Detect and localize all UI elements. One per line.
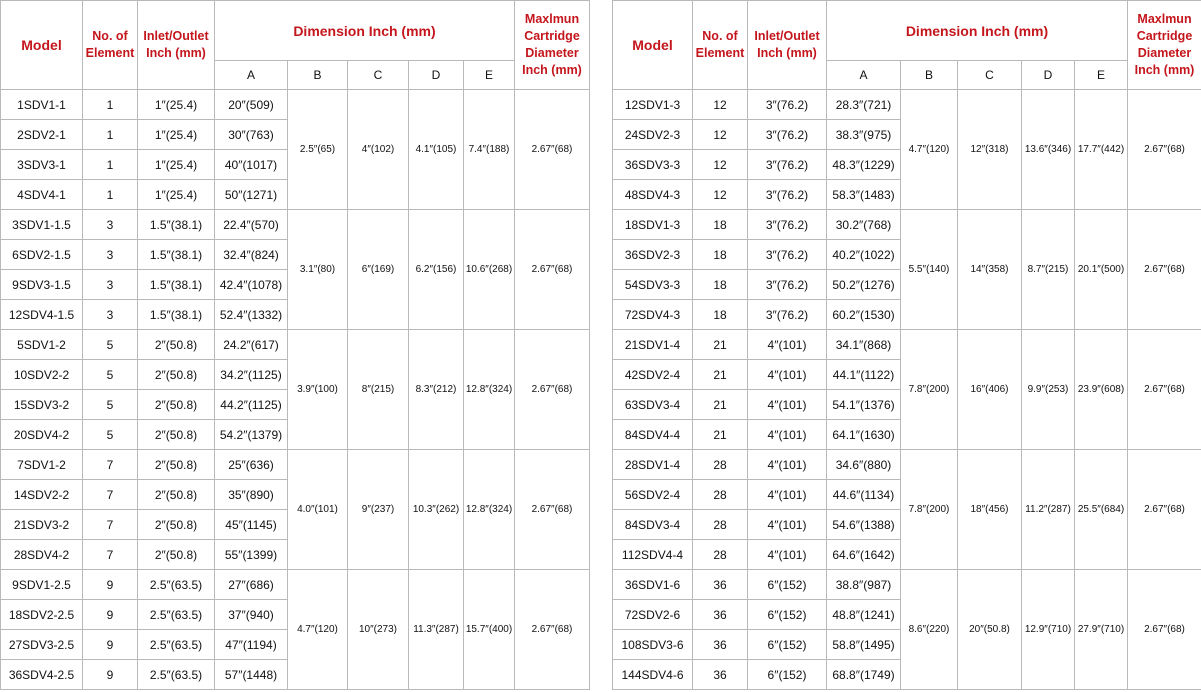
dimension-a-cell: 50.2″(1276) [827, 270, 901, 300]
model-cell: 42SDV2-4 [613, 360, 693, 390]
cartridge-diameter-cell: 2.67″(68) [1128, 570, 1201, 690]
element-count-cell: 5 [83, 420, 138, 450]
dimension-b-cell: 7.8″(200) [901, 330, 958, 450]
dimension-e-cell: 10.6″(268) [464, 210, 515, 330]
inlet-outlet-cell: 6″(152) [748, 570, 827, 600]
element-count-cell: 5 [83, 390, 138, 420]
model-cell: 27SDV3-2.5 [1, 630, 83, 660]
dimension-a-cell: 68.8″(1749) [827, 660, 901, 690]
dimension-a-cell: 50″(1271) [215, 180, 288, 210]
element-count-cell: 18 [693, 270, 748, 300]
table-row [613, 570, 1201, 600]
header-d: D [1022, 61, 1075, 90]
dimension-b-cell: 5.5″(140) [901, 210, 958, 330]
dimension-a-cell: 47″(1194) [215, 630, 288, 660]
element-count-cell: 36 [693, 600, 748, 630]
dimension-a-cell: 48.3″(1229) [827, 150, 901, 180]
dimension-a-cell: 30.2″(768) [827, 210, 901, 240]
header-c: C [958, 61, 1022, 90]
inlet-outlet-cell: 6″(152) [748, 630, 827, 660]
dimension-a-cell: 42.4″(1078) [215, 270, 288, 300]
inlet-outlet-cell: 2.5″(63.5) [138, 660, 215, 690]
element-count-cell: 7 [83, 540, 138, 570]
inlet-outlet-cell: 4″(101) [748, 330, 827, 360]
dimension-d-cell: 8.3″(212) [409, 330, 464, 450]
dimension-a-cell: 44.1″(1122) [827, 360, 901, 390]
dimension-b-cell: 8.6″(220) [901, 570, 958, 690]
inlet-outlet-cell: 4″(101) [748, 540, 827, 570]
dimension-e-cell: 12.8″(324) [464, 450, 515, 570]
model-cell: 28SDV1-4 [613, 450, 693, 480]
dimension-a-cell: 60.2″(1530) [827, 300, 901, 330]
element-count-cell: 9 [83, 660, 138, 690]
model-cell: 28SDV4-2 [1, 540, 83, 570]
model-cell: 3SDV3-1 [1, 150, 83, 180]
model-cell: 63SDV3-4 [613, 390, 693, 420]
dimension-d-cell: 9.9″(253) [1022, 330, 1075, 450]
element-count-cell: 21 [693, 420, 748, 450]
dimension-e-cell: 17.7″(442) [1075, 90, 1128, 210]
model-cell: 21SDV3-2 [1, 510, 83, 540]
right-spec-table [612, 0, 1201, 690]
dimension-b-cell: 4.0″(101) [288, 450, 348, 570]
element-count-cell: 21 [693, 330, 748, 360]
dimension-a-cell: 32.4″(824) [215, 240, 288, 270]
right-table-body [613, 90, 1201, 690]
dimension-a-cell: 57″(1448) [215, 660, 288, 690]
model-cell: 36SDV3-3 [613, 150, 693, 180]
model-cell: 108SDV3-6 [613, 630, 693, 660]
cartridge-diameter-cell: 2.67″(68) [1128, 330, 1201, 450]
dimension-c-cell: 8″(215) [348, 330, 409, 450]
dimension-d-cell: 13.6″(346) [1022, 90, 1075, 210]
element-count-cell: 36 [693, 660, 748, 690]
dimension-a-cell: 40″(1017) [215, 150, 288, 180]
model-cell: 112SDV4-4 [613, 540, 693, 570]
model-cell: 72SDV2-6 [613, 600, 693, 630]
dimension-a-cell: 34.6″(880) [827, 450, 901, 480]
dimension-a-cell: 35″(890) [215, 480, 288, 510]
inlet-outlet-cell: 4″(101) [748, 360, 827, 390]
header-model: Model [1, 1, 83, 90]
dimension-c-cell: 16″(406) [958, 330, 1022, 450]
table-row [1, 210, 590, 240]
model-cell: 9SDV1-2.5 [1, 570, 83, 600]
inlet-outlet-cell: 3″(76.2) [748, 90, 827, 120]
dimension-c-cell: 18″(456) [958, 450, 1022, 570]
header-cartridge: Maxlmun Cartridge Diameter Inch (mm) [1128, 1, 1201, 90]
table-row [1, 450, 590, 480]
dimension-a-cell: 45″(1145) [215, 510, 288, 540]
cartridge-diameter-cell: 2.67″(68) [515, 450, 590, 570]
inlet-outlet-cell: 1.5″(38.1) [138, 300, 215, 330]
inlet-outlet-cell: 4″(101) [748, 420, 827, 450]
header-d: D [409, 61, 464, 90]
inlet-outlet-cell: 1.5″(38.1) [138, 210, 215, 240]
inlet-outlet-cell: 2″(50.8) [138, 450, 215, 480]
table-row [1, 90, 590, 120]
inlet-outlet-cell: 4″(101) [748, 480, 827, 510]
model-cell: 12SDV1-3 [613, 90, 693, 120]
header-a: A [215, 61, 288, 90]
dimension-b-cell: 2.5″(65) [288, 90, 348, 210]
dimension-a-cell: 54.2″(1379) [215, 420, 288, 450]
inlet-outlet-cell: 1″(25.4) [138, 180, 215, 210]
model-cell: 20SDV4-2 [1, 420, 83, 450]
model-cell: 21SDV1-4 [613, 330, 693, 360]
header-a: A [827, 61, 901, 90]
dimension-a-cell: 44.6″(1134) [827, 480, 901, 510]
model-cell: 36SDV4-2.5 [1, 660, 83, 690]
dimension-a-cell: 40.2″(1022) [827, 240, 901, 270]
model-cell: 5SDV1-2 [1, 330, 83, 360]
cartridge-diameter-cell: 2.67″(68) [515, 570, 590, 690]
dimension-b-cell: 4.7″(120) [288, 570, 348, 690]
dimension-e-cell: 27.9″(710) [1075, 570, 1128, 690]
left-spec-table [0, 0, 590, 690]
model-cell: 18SDV2-2.5 [1, 600, 83, 630]
inlet-outlet-cell: 4″(101) [748, 510, 827, 540]
inlet-outlet-cell: 6″(152) [748, 600, 827, 630]
element-count-cell: 28 [693, 450, 748, 480]
element-count-cell: 12 [693, 180, 748, 210]
dimension-e-cell: 15.7″(400) [464, 570, 515, 690]
inlet-outlet-cell: 2.5″(63.5) [138, 570, 215, 600]
element-count-cell: 7 [83, 510, 138, 540]
model-cell: 72SDV4-3 [613, 300, 693, 330]
dimension-c-cell: 10″(273) [348, 570, 409, 690]
dimension-c-cell: 12″(318) [958, 90, 1022, 210]
dimension-a-cell: 28.3″(721) [827, 90, 901, 120]
element-count-cell: 5 [83, 360, 138, 390]
dimension-e-cell: 20.1″(500) [1075, 210, 1128, 330]
dimension-a-cell: 44.2″(1125) [215, 390, 288, 420]
model-cell: 4SDV4-1 [1, 180, 83, 210]
dimension-c-cell: 14″(358) [958, 210, 1022, 330]
element-count-cell: 1 [83, 120, 138, 150]
header-dimension: Dimension Inch (mm) [827, 1, 1128, 61]
inlet-outlet-cell: 1″(25.4) [138, 90, 215, 120]
dimension-d-cell: 12.9″(710) [1022, 570, 1075, 690]
dimension-a-cell: 24.2″(617) [215, 330, 288, 360]
dimension-a-cell: 37″(940) [215, 600, 288, 630]
inlet-outlet-cell: 3″(76.2) [748, 150, 827, 180]
element-count-cell: 1 [83, 90, 138, 120]
element-count-cell: 3 [83, 300, 138, 330]
cartridge-diameter-cell: 2.67″(68) [1128, 90, 1201, 210]
model-cell: 9SDV3-1.5 [1, 270, 83, 300]
element-count-cell: 7 [83, 450, 138, 480]
cartridge-diameter-cell: 2.67″(68) [515, 90, 590, 210]
dimension-d-cell: 11.3″(287) [409, 570, 464, 690]
header-c: C [348, 61, 409, 90]
model-cell: 1SDV1-1 [1, 90, 83, 120]
cartridge-diameter-cell: 2.67″(68) [1128, 450, 1201, 570]
dimension-b-cell: 3.1″(80) [288, 210, 348, 330]
inlet-outlet-cell: 3″(76.2) [748, 300, 827, 330]
element-count-cell: 3 [83, 270, 138, 300]
inlet-outlet-cell: 6″(152) [748, 660, 827, 690]
element-count-cell: 21 [693, 390, 748, 420]
element-count-cell: 7 [83, 480, 138, 510]
element-count-cell: 3 [83, 240, 138, 270]
dimension-a-cell: 22.4″(570) [215, 210, 288, 240]
element-count-cell: 1 [83, 150, 138, 180]
dimension-a-cell: 25″(636) [215, 450, 288, 480]
element-count-cell: 18 [693, 300, 748, 330]
header-inlet: Inlet/Outlet Inch (mm) [748, 1, 827, 90]
dimension-a-cell: 34.2″(1125) [215, 360, 288, 390]
dimension-b-cell: 3.9″(100) [288, 330, 348, 450]
table-row [1, 570, 590, 600]
model-cell: 10SDV2-2 [1, 360, 83, 390]
model-cell: 56SDV2-4 [613, 480, 693, 510]
dimension-a-cell: 48.8″(1241) [827, 600, 901, 630]
element-count-cell: 1 [83, 180, 138, 210]
model-cell: 7SDV1-2 [1, 450, 83, 480]
dimension-b-cell: 4.7″(120) [901, 90, 958, 210]
header-e: E [464, 61, 515, 90]
model-cell: 6SDV2-1.5 [1, 240, 83, 270]
model-cell: 36SDV2-3 [613, 240, 693, 270]
dimension-b-cell: 7.8″(200) [901, 450, 958, 570]
inlet-outlet-cell: 3″(76.2) [748, 120, 827, 150]
inlet-outlet-cell: 1″(25.4) [138, 150, 215, 180]
element-count-cell: 28 [693, 480, 748, 510]
element-count-cell: 18 [693, 240, 748, 270]
dimension-d-cell: 10.3″(262) [409, 450, 464, 570]
element-count-cell: 36 [693, 570, 748, 600]
dimension-e-cell: 25.5″(684) [1075, 450, 1128, 570]
model-cell: 84SDV4-4 [613, 420, 693, 450]
header-inlet: Inlet/Outlet Inch (mm) [138, 1, 215, 90]
element-count-cell: 28 [693, 540, 748, 570]
element-count-cell: 12 [693, 90, 748, 120]
inlet-outlet-cell: 2″(50.8) [138, 390, 215, 420]
element-count-cell: 5 [83, 330, 138, 360]
dimension-a-cell: 34.1″(868) [827, 330, 901, 360]
inlet-outlet-cell: 3″(76.2) [748, 180, 827, 210]
element-count-cell: 18 [693, 210, 748, 240]
left-table-body [1, 90, 590, 690]
dimension-d-cell: 4.1″(105) [409, 90, 464, 210]
dimension-a-cell: 30″(763) [215, 120, 288, 150]
inlet-outlet-cell: 4″(101) [748, 450, 827, 480]
dimension-a-cell: 58.3″(1483) [827, 180, 901, 210]
element-count-cell: 12 [693, 120, 748, 150]
dimension-e-cell: 23.9″(608) [1075, 330, 1128, 450]
element-count-cell: 21 [693, 360, 748, 390]
table-row [613, 90, 1201, 120]
inlet-outlet-cell: 3″(76.2) [748, 210, 827, 240]
inlet-outlet-cell: 3″(76.2) [748, 270, 827, 300]
inlet-outlet-cell: 2″(50.8) [138, 540, 215, 570]
model-cell: 54SDV3-3 [613, 270, 693, 300]
model-cell: 12SDV4-1.5 [1, 300, 83, 330]
element-count-cell: 3 [83, 210, 138, 240]
table-row [613, 450, 1201, 480]
header-model: Model [613, 1, 693, 90]
dimension-a-cell: 54.6″(1388) [827, 510, 901, 540]
dimension-c-cell: 20″(50.8) [958, 570, 1022, 690]
dimension-a-cell: 52.4″(1332) [215, 300, 288, 330]
model-cell: 144SDV4-6 [613, 660, 693, 690]
table-row [613, 210, 1201, 240]
inlet-outlet-cell: 1″(25.4) [138, 120, 215, 150]
inlet-outlet-cell: 2″(50.8) [138, 480, 215, 510]
element-count-cell: 9 [83, 570, 138, 600]
inlet-outlet-cell: 2.5″(63.5) [138, 630, 215, 660]
header-e: E [1075, 61, 1128, 90]
table-row [613, 330, 1201, 360]
model-cell: 18SDV1-3 [613, 210, 693, 240]
cartridge-diameter-cell: 2.67″(68) [1128, 210, 1201, 330]
inlet-outlet-cell: 2″(50.8) [138, 420, 215, 450]
element-count-cell: 28 [693, 510, 748, 540]
element-count-cell: 9 [83, 600, 138, 630]
element-count-cell: 9 [83, 630, 138, 660]
dimension-a-cell: 55″(1399) [215, 540, 288, 570]
dimension-e-cell: 7.4″(188) [464, 90, 515, 210]
dimension-a-cell: 20″(509) [215, 90, 288, 120]
dimension-d-cell: 11.2″(287) [1022, 450, 1075, 570]
dimension-c-cell: 6″(169) [348, 210, 409, 330]
inlet-outlet-cell: 1.5″(38.1) [138, 270, 215, 300]
model-cell: 3SDV1-1.5 [1, 210, 83, 240]
inlet-outlet-cell: 1.5″(38.1) [138, 240, 215, 270]
header-dimension: Dimension Inch (mm) [215, 1, 515, 61]
inlet-outlet-cell: 2″(50.8) [138, 510, 215, 540]
model-cell: 15SDV3-2 [1, 390, 83, 420]
header-b: B [288, 61, 348, 90]
dimension-a-cell: 58.8″(1495) [827, 630, 901, 660]
dimension-d-cell: 6.2″(156) [409, 210, 464, 330]
dimension-d-cell: 8.7″(215) [1022, 210, 1075, 330]
dimension-c-cell: 9″(237) [348, 450, 409, 570]
cartridge-diameter-cell: 2.67″(68) [515, 330, 590, 450]
model-cell: 14SDV2-2 [1, 480, 83, 510]
inlet-outlet-cell: 2.5″(63.5) [138, 600, 215, 630]
dimension-e-cell: 12.8″(324) [464, 330, 515, 450]
model-cell: 36SDV1-6 [613, 570, 693, 600]
dimension-c-cell: 4″(102) [348, 90, 409, 210]
header-elements: No. of Element [693, 1, 748, 90]
inlet-outlet-cell: 4″(101) [748, 390, 827, 420]
model-cell: 48SDV4-3 [613, 180, 693, 210]
dimension-a-cell: 64.1″(1630) [827, 420, 901, 450]
model-cell: 2SDV2-1 [1, 120, 83, 150]
table-row [1, 330, 590, 360]
dimension-a-cell: 38.8″(987) [827, 570, 901, 600]
element-count-cell: 12 [693, 150, 748, 180]
dimension-a-cell: 64.6″(1642) [827, 540, 901, 570]
header-b: B [901, 61, 958, 90]
inlet-outlet-cell: 2″(50.8) [138, 330, 215, 360]
inlet-outlet-cell: 2″(50.8) [138, 360, 215, 390]
dimension-a-cell: 54.1″(1376) [827, 390, 901, 420]
dimension-a-cell: 27″(686) [215, 570, 288, 600]
header-elements: No. of Element [83, 1, 138, 90]
model-cell: 84SDV3-4 [613, 510, 693, 540]
element-count-cell: 36 [693, 630, 748, 660]
header-cartridge: Maxlmun Cartridge Diameter Inch (mm) [515, 1, 590, 90]
inlet-outlet-cell: 3″(76.2) [748, 240, 827, 270]
cartridge-diameter-cell: 2.67″(68) [515, 210, 590, 330]
dimension-a-cell: 38.3″(975) [827, 120, 901, 150]
model-cell: 24SDV2-3 [613, 120, 693, 150]
